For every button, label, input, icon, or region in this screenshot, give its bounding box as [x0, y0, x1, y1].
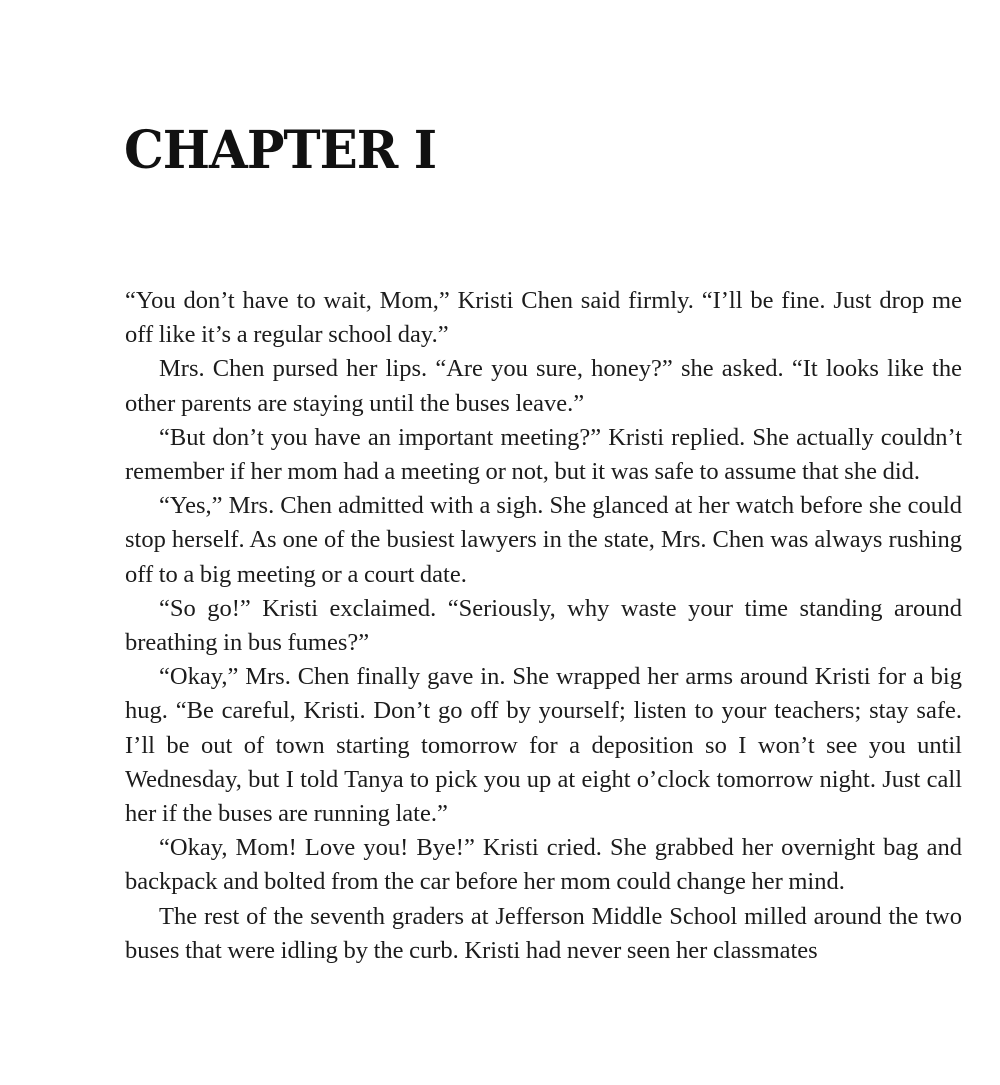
paragraph: “But don’t you have an important meeting?” Kristi replied. She actually couldn’t remember if her mom had a meeting or not, but it was safe to assume that she did. [125, 423, 962, 486]
paragraph: The rest of the seventh graders at Jefferson Middle School milled around the two buses that were idling by the curb. Kristi had never seen her classmates [125, 902, 962, 964]
paragraph: “Okay,” Mrs. Chen finally gave in. She wrapped her arms around Kristi for a big hug. “Be careful, Kristi. Don’t go off by yourself; listen to your teachers; stay safe. I’ll be out of town starting tomorrow for a deposition so I won’t see you until Wednesday, but I told Tanya to pick you up at eight o’clock tomorrow night. Just call her if the buses are running late.” [125, 663, 962, 828]
paragraph: Mrs. Chen pursed her lips. “Are you sure, honey?” she asked. “It looks like the other parents are staying until the buses leave.” [125, 355, 962, 417]
paragraph: “You don’t have to wait, Mom,” Kristi Chen said firmly. “I’ll be fine. Just drop me off like it’s a regular school day.” [125, 287, 962, 349]
chapter-heading: CHAPTER I [124, 118, 437, 181]
paragraph: “So go!” Kristi exclaimed. “Seriously, why waste your time standing around breathing in bus fumes?” [125, 594, 962, 657]
paragraph: “Okay, Mom! Love you! Bye!” Kristi cried. She grabbed her overnight bag and backpack and bolted from the car before her mom could change her mind. [125, 834, 962, 896]
paragraph: “Yes,” Mrs. Chen admitted with a sigh. She glanced at her watch before she could stop herself. As one of the busiest lawyers in the state, Mrs. Chen was always rushing off to a big meeting or a court date. [125, 492, 962, 588]
chapter-body [125, 284, 962, 968]
